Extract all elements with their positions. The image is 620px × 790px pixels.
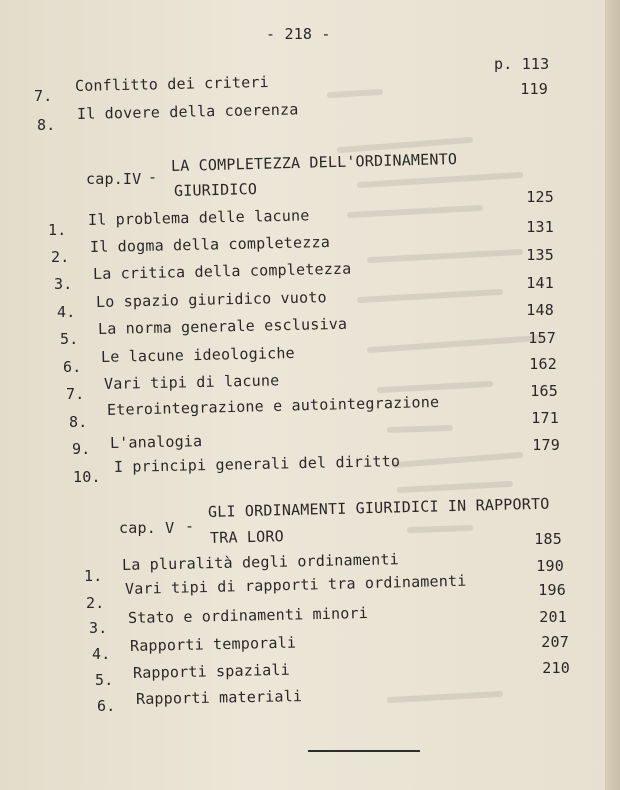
continued-page-label: p. 113 [494, 55, 550, 73]
toc-entry-number: 4. [57, 303, 76, 321]
toc-entry-page: 190 [536, 557, 564, 575]
toc-entry-number: 8. [69, 413, 88, 431]
toc-entry-page: 201 [539, 608, 567, 626]
toc-entry-number: 5. [95, 671, 114, 689]
toc-entry-page: 171 [531, 409, 559, 427]
toc-entry-title: L'analogia [109, 432, 203, 452]
chapter-label: cap. V [119, 519, 175, 537]
toc-entry-number: 1. [48, 221, 67, 239]
toc-entry-title: Rapporti materiali [135, 687, 303, 708]
toc-entry-number: 8. [37, 116, 56, 134]
toc-entry-title: I principi generali del diritto [113, 452, 401, 476]
toc-entry-number: 10. [73, 468, 101, 486]
toc-entry-number: 5. [60, 330, 79, 348]
toc-entry-number: 3. [54, 275, 73, 293]
chapter-title-continued: GIURIDICO [173, 179, 258, 200]
page-number: - 218 - [266, 25, 331, 43]
toc-entry-number: 2. [51, 248, 70, 266]
toc-entry-title: Il problema delle lacune [87, 206, 310, 229]
toc-entry-page: 162 [529, 355, 557, 373]
toc-entry-page: 141 [526, 274, 554, 292]
toc-entry-page: 135 [526, 246, 554, 264]
toc-entry-title: Rapporti spaziali [132, 660, 291, 682]
toc-entry-page: 157 [528, 329, 556, 347]
toc-entry-page: 165 [530, 382, 558, 400]
chapter-page: 125 [526, 188, 554, 206]
chapter-title-continued: TRA LORO [209, 527, 285, 547]
toc-entry-title: Stato e ordinamenti minori [127, 603, 369, 627]
toc-entry-page: 148 [526, 301, 554, 319]
chapter-title: GLI ORDINAMENTI GIURIDICI IN RAPPORTO [207, 494, 550, 521]
chapter-dash: - [185, 517, 195, 535]
toc-entry-title: Rapporti temporali [129, 633, 297, 655]
toc-entry-title: La critica della completezza [92, 259, 352, 283]
toc-entry-title: La norma generale esclusiva [97, 314, 348, 338]
toc-entry-number: 1. [84, 567, 103, 585]
toc-entry-page: 196 [538, 581, 566, 599]
toc-entry-title: Le lacune ideologiche [100, 343, 296, 366]
closing-rule [308, 750, 420, 752]
toc-entry-title: Il dogma della completezza [89, 232, 331, 256]
toc-entry-title: Il dovere della coerenza [76, 100, 299, 123]
toc-entry-page: 179 [532, 436, 560, 454]
toc-entry-page: 119 [520, 80, 548, 98]
chapter-page: 185 [534, 530, 562, 548]
chapter-label: cap.IV [86, 170, 142, 188]
toc-entry-number: 7. [34, 87, 53, 105]
toc-entry-title: Vari tipi di rapporti tra ordinamenti [124, 571, 467, 598]
toc-entry-page: 210 [542, 659, 570, 677]
toc-entry-title: Vari tipi di lacune [103, 371, 280, 393]
toc-entry-number: 3. [89, 619, 108, 637]
chapter-dash: - [148, 168, 158, 186]
page-binding-edge [605, 0, 620, 790]
toc-entry-title: Lo spazio giuridico vuoto [95, 288, 327, 311]
toc-entry-number: 9. [72, 440, 91, 458]
toc-entry-number: 2. [86, 594, 105, 612]
toc-entry-number: 4. [92, 645, 111, 663]
chapter-title: LA COMPLETEZZA DELL'ORDINAMENTO [170, 150, 458, 175]
toc-entry-title: Conflitto dei criteri [74, 72, 270, 95]
toc-entry-number: 7. [66, 385, 85, 403]
toc-entry-title: La pluralità degli ordinamenti [121, 550, 400, 574]
toc-entry-page: 207 [541, 633, 569, 651]
toc-entry-title: Eterointegrazione e autointegrazione [106, 392, 440, 419]
toc-entry-number: 6. [63, 358, 82, 376]
toc-entry-number: 6. [97, 697, 116, 715]
toc-entry-page: 131 [526, 218, 554, 236]
